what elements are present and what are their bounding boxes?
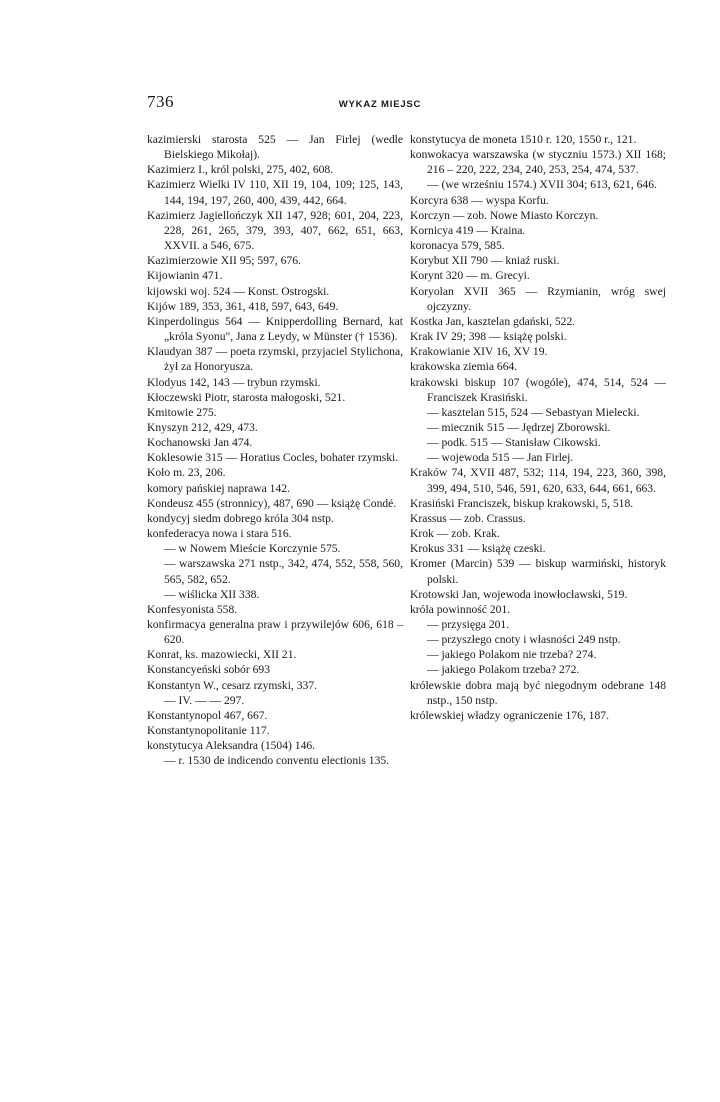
- index-entry: — jakiego Polakom trzeba? 272.: [427, 663, 580, 677]
- index-entry: Krokus 331 — książę czeski.: [410, 542, 546, 556]
- index-entry: Korcyra 638 — wyspa Korfu.: [410, 193, 549, 207]
- index-entry: Konstantynopolitanie 117.: [147, 724, 270, 738]
- index-entry: — przysięga 201.: [427, 618, 510, 631]
- index-entry: Koklesowie 315 — Horatius Cocles, bohater rzymski.: [147, 451, 399, 465]
- index-entry: — miecznik 515 — Jędrzej Zborowski.: [427, 420, 611, 434]
- index-entry: konstytucya Aleksandra (1504) 146.: [147, 739, 316, 753]
- page-number: 736: [147, 92, 174, 111]
- index-entry: Klodyus 142, 143 — trybun rzymski.: [147, 375, 321, 389]
- index-entry: Koryolan XVII 365 — Rzymianin, wróg swej ojczyzny.: [410, 284, 666, 313]
- index-entry: Krasiński Franciszek, biskup krakowski, 5, 518.: [410, 496, 634, 510]
- index-entry: Konstantynopol 467, 667.: [147, 708, 268, 722]
- index-entry: Krotowski Jan, wojewoda inowłocławski, 519.: [410, 587, 628, 601]
- index-entry: Koło m. 23, 206.: [147, 466, 226, 480]
- index-entry: Kinperdolingus 564 — Knipperdolling Bernard, kat „króla Syonu", Jana z Leydy, w Münster († 1536).: [147, 314, 403, 344]
- index-entry: Krakowianie XIV 16, XV 19.: [410, 345, 548, 359]
- index-entry: kondycyj siedm dobrego króla 304 nstp.: [147, 511, 334, 525]
- index-entry: Knyszyn 212, 429, 473.: [147, 420, 258, 434]
- index-entry: koronacya 579, 585.: [410, 239, 505, 253]
- index-entry: królewskie dobra mają być niegodnym odebrane 148 nstp., 150 nstp.: [410, 678, 666, 707]
- index-entry: królewskiej władzy ograniczenie 176, 187.: [410, 708, 609, 722]
- index-entry: krakowska ziemia 664.: [410, 360, 518, 374]
- index-entry: konwokacya warszawska (w styczniu 1573.) XII 168; 216 – 220, 222, 234, 240, 253, 254, 474, 537.: [410, 148, 666, 177]
- index-entry: — przyszłego cnoty i własności 249 nstp.: [427, 633, 621, 647]
- index-entry: Konrat, ks. mazowiecki, XII 21.: [147, 648, 297, 662]
- index-entry: Korybut XII 790 — kniaź ruski.: [410, 254, 560, 268]
- index-column-left: [147, 132, 403, 769]
- index-entry: Kazimierz Wielki IV 110, XII 19, 104, 109; 125, 143, 144, 194, 197, 260, 400, 439, 442, 664.: [147, 178, 403, 207]
- index-entry: kijowski woj. 524 — Konst. Ostrogski.: [147, 284, 330, 298]
- index-entry: komory pańskiej naprawa 142.: [147, 481, 290, 495]
- index-entry: Kromer (Marcin) 539 — biskup warmiński, historyk polski.: [410, 557, 666, 586]
- index-entry: Klaudyan 387 — poeta rzymski, przyjaciel Stylichona, żył za Honoryusza.: [147, 345, 403, 374]
- index-entry: — IV. — — 297.: [164, 693, 245, 707]
- index-entry: króla powinność 201.: [410, 602, 511, 616]
- index-entry: kazimierski starosta 525 — Jan Firlej (wedle Bielskiego Mikołaj).: [147, 133, 403, 162]
- index-entry: — w Nowem Mieście Korczynie 575.: [164, 542, 341, 556]
- index-entry: Kazimierz I., król polski, 275, 402, 608.: [147, 163, 334, 177]
- index-entry: — wiślicka XII 338.: [164, 587, 260, 601]
- index-entry: konstytucya de moneta 1510 r. 120, 1550 r., 121.: [410, 133, 637, 146]
- index-entry: — wojewoda 515 — Jan Firlej.: [427, 451, 574, 465]
- index-entry: — warszawska 271 nstp., 342, 474, 552, 558, 560, 565, 582, 652.: [164, 557, 403, 586]
- index-entry: Korczyn — zob. Nowe Miasto Korczyn.: [410, 208, 599, 222]
- index-entry: — r. 1530 de indicendo conventu electionis 135.: [164, 754, 390, 768]
- index-entry: Kraków 74, XVII 487, 532; 114, 194, 223, 360, 398, 399, 494, 510, 546, 591, 620, 633, 644, 661, 663.: [410, 466, 666, 495]
- index-entry: Kmitowie 275.: [147, 405, 217, 419]
- index-entry: Kazimierzowie XII 95; 597, 676.: [147, 254, 301, 268]
- index-entry: Korynt 320 — m. Grecyi.: [410, 269, 530, 283]
- index-entry: — (we wrześniu 1574.) XVII 304; 613, 621, 646.: [427, 178, 657, 192]
- index-entry: krakowski biskup 107 (wogóle), 474, 514, 524 — Franciszek Krasiński.: [410, 375, 666, 404]
- index-entry: Kijów 189, 353, 361, 418, 597, 643, 649.: [147, 299, 339, 313]
- index-entry: Konstancyeński sobór 693: [147, 663, 271, 677]
- index-entry: Krok — zob. Krak.: [410, 527, 500, 541]
- index-entry: — jakiego Polakom nie trzeba? 274.: [427, 648, 597, 662]
- index-entry: Konstantyn W., cesarz rzymski, 337.: [147, 678, 318, 692]
- running-head: WYKAZ MIEJSC: [338, 99, 422, 110]
- index-entry: konfederacya nowa i stara 516.: [147, 527, 292, 541]
- index-entry: Kijowianin 471.: [147, 269, 223, 283]
- index-entry: Kostka Jan, kasztelan gdański, 522.: [410, 314, 576, 328]
- index-entry: Kornicya 419 — Kraina.: [410, 223, 526, 237]
- index-entry: Kazimierz Jagiellończyk XII 147, 928; 601, 204, 223, 228, 261, 265, 379, 393, 407, 662, 651, 663, XXVII. a 546, 675.: [147, 208, 403, 253]
- index-entry: — kasztelan 515, 524 — Sebastyan Mielecki.: [427, 405, 640, 419]
- index-entry: konfirmacya generalna praw i przywilejów 606, 618 – 620.: [147, 618, 403, 647]
- index-column-right: [410, 132, 666, 723]
- index-entry: Konfesyonista 558.: [147, 602, 238, 616]
- index-entry: Kochanowski Jan 474.: [147, 436, 253, 450]
- index-entry: Krak IV 29; 398 — książę polski.: [410, 330, 567, 344]
- index-entry: Kłoczewski Piotr, starosta małogoski, 521.: [147, 390, 346, 404]
- index-entry: — podk. 515 — Stanisław Cikowski.: [427, 436, 601, 450]
- index-entry: Kondeusz 455 (stronnicy), 487, 690 — książę Condé.: [147, 496, 397, 510]
- index-entry: Krassus — zob. Crassus.: [410, 511, 526, 525]
